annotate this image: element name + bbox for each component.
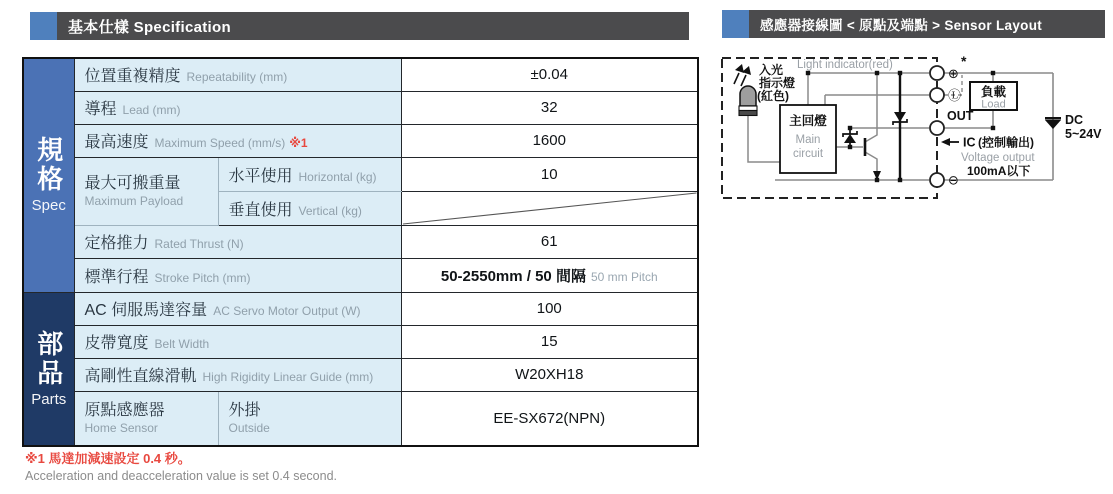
main-circuit-en1: Main bbox=[795, 134, 821, 146]
group-parts-cjk: 部品 bbox=[33, 329, 64, 388]
row-lead-value: 32 bbox=[401, 91, 698, 124]
specification-table bbox=[22, 57, 699, 447]
row-vertical-value-na bbox=[401, 191, 698, 225]
transistor-icon bbox=[865, 138, 881, 180]
label-cjk: 最高速度 bbox=[84, 134, 149, 151]
row-lead-label bbox=[74, 91, 401, 124]
label-en: Maximum Speed (mm/s) bbox=[154, 136, 286, 150]
row-max-speed-value: 1600 bbox=[401, 124, 698, 157]
label-cjk: 原點感應器 bbox=[84, 402, 165, 420]
voltage-output-label: Voltage output bbox=[961, 152, 1035, 164]
label-en: Vertical (kg) bbox=[298, 203, 362, 218]
group-spec-en: Spec bbox=[31, 197, 66, 215]
label-cjk: AC 伺服馬達容量 bbox=[84, 302, 208, 319]
label-cjk: 最大可搬重量 bbox=[84, 174, 181, 192]
label-en: Belt Width bbox=[154, 337, 210, 351]
label-en: Horizontal (kg) bbox=[298, 169, 377, 184]
row-max-speed-label bbox=[74, 124, 401, 157]
footnote-ref: ※1 bbox=[289, 136, 308, 150]
table-row bbox=[23, 358, 698, 391]
terminal-plus-circle bbox=[930, 66, 944, 80]
sensor-wiring-diagram bbox=[715, 50, 1113, 210]
light-indicator-cjk-2: 指示燈 bbox=[759, 76, 796, 90]
row-vertical-label bbox=[218, 191, 401, 225]
ic-arrow-icon bbox=[941, 138, 959, 146]
row-home-sensor-value: EE-SX672(NPN) bbox=[401, 391, 698, 446]
stroke-pitch-main: 50-2550mm / 50 間隔 bbox=[440, 267, 586, 285]
row-repeatability-label bbox=[74, 58, 401, 91]
load-en: Load bbox=[981, 98, 1006, 111]
terminal-l-symbol: Ⓛ bbox=[948, 88, 962, 103]
specification-header-bar bbox=[30, 12, 689, 40]
row-linear-guide-value: W20XH18 bbox=[401, 358, 698, 391]
label-cjk: 垂直使用 bbox=[228, 201, 293, 219]
row-stroke-pitch-label bbox=[74, 258, 401, 292]
terminal-minus-symbol: ⊖ bbox=[948, 172, 959, 188]
label-en: High Rigidity Linear Guide (mm) bbox=[202, 370, 374, 384]
sensor-layout-header-bar bbox=[722, 10, 1105, 38]
terminal-out-circle bbox=[930, 121, 944, 135]
led-lamp-icon bbox=[739, 86, 757, 116]
sensor-layout-title: 感應器接線圖 < 原點及端點 > Sensor Layout bbox=[760, 18, 1043, 33]
label-en: Maximum Payload bbox=[84, 193, 184, 208]
label-cjk: 高剛性直線滑軌 bbox=[84, 368, 197, 385]
footnotes bbox=[25, 451, 337, 485]
terminal-l-circle bbox=[930, 88, 944, 102]
ic-cjk-label: (控制輸出) bbox=[978, 135, 1034, 150]
out-label: OUT bbox=[947, 109, 974, 123]
dc-range-label: 5~24V bbox=[1065, 127, 1102, 141]
table-row bbox=[23, 325, 698, 358]
label-en: Rated Thrust (N) bbox=[154, 237, 244, 251]
terminal-plus-symbol: ⊕ bbox=[948, 66, 959, 81]
blue-accent-square bbox=[30, 12, 57, 40]
main-circuit-en2: circuit bbox=[792, 148, 824, 160]
group-spec bbox=[23, 58, 74, 292]
label-en: Home Sensor bbox=[84, 421, 158, 436]
zener-diode-right-icon bbox=[893, 73, 907, 180]
table-row bbox=[23, 124, 698, 157]
row-rated-thrust-label bbox=[74, 225, 401, 258]
row-home-sensor-mount bbox=[218, 391, 401, 446]
blue-accent-square bbox=[722, 10, 749, 38]
group-parts bbox=[23, 292, 74, 446]
light-indicator-cjk-3: (紅色) bbox=[757, 89, 789, 103]
table-row bbox=[23, 258, 698, 292]
row-horizontal-label bbox=[218, 157, 401, 191]
row-repeatability-value: ±0.04 bbox=[401, 58, 698, 91]
label-cjk: 導程 bbox=[84, 101, 117, 118]
label-en: Outside bbox=[228, 421, 270, 436]
table-row bbox=[23, 58, 698, 91]
table-row bbox=[23, 225, 698, 258]
label-en: Lead (mm) bbox=[122, 103, 181, 117]
stroke-pitch-suffix: 50 mm Pitch bbox=[590, 269, 658, 284]
row-servo-output-value: 100 bbox=[401, 292, 698, 325]
light-indicator-en: Light indicator(red) bbox=[797, 59, 893, 71]
row-horizontal-value: 10 bbox=[401, 157, 698, 191]
label-en: Stroke Pitch (mm) bbox=[154, 270, 251, 285]
footnote-gray: Acceleration and deacceleration value is set 0.4 second. bbox=[25, 469, 337, 484]
row-max-payload-label bbox=[74, 157, 218, 225]
ic-label: IC bbox=[963, 135, 976, 150]
label-cjk: 水平使用 bbox=[228, 167, 293, 185]
group-parts-en: Parts bbox=[31, 390, 67, 408]
row-linear-guide-label bbox=[74, 358, 401, 391]
max-current-label: 100mA以下 bbox=[967, 164, 1031, 178]
table-row bbox=[23, 391, 698, 446]
label-cjk: 標準行程 bbox=[84, 268, 149, 286]
label-en: AC Servo Motor Output (W) bbox=[213, 304, 361, 318]
asterisk-mark: * bbox=[961, 53, 967, 69]
label-cjk: 定格推力 bbox=[84, 235, 149, 252]
light-arrows-icon bbox=[734, 64, 751, 86]
label-cjk: 外掛 bbox=[228, 402, 261, 420]
group-spec-cjk: 規格 bbox=[33, 136, 64, 195]
row-belt-width-value: 15 bbox=[401, 325, 698, 358]
row-belt-width-label bbox=[74, 325, 401, 358]
row-rated-thrust-value: 61 bbox=[401, 225, 698, 258]
label-en: Repeatability (mm) bbox=[186, 70, 288, 85]
table-row bbox=[23, 157, 698, 191]
zener-diode-left-icon bbox=[843, 128, 857, 147]
row-stroke-pitch-value bbox=[401, 258, 698, 292]
label-cjk: 位置重複精度 bbox=[84, 68, 181, 86]
label-cjk: 皮帶寬度 bbox=[84, 335, 149, 352]
terminal-minus-circle bbox=[930, 173, 944, 187]
dc-source-icon bbox=[1045, 117, 1061, 129]
load-cjk: 負載 bbox=[980, 85, 1007, 99]
light-indicator-cjk-1: 入光 bbox=[759, 63, 784, 77]
dc-label: DC bbox=[1065, 113, 1084, 127]
na-diagonal-slash bbox=[402, 192, 698, 225]
row-home-sensor-label bbox=[74, 391, 218, 446]
table-row bbox=[23, 91, 698, 124]
main-circuit-cjk: 主回燈 bbox=[789, 114, 827, 128]
table-row bbox=[23, 292, 698, 325]
footnote-red: ※1 馬達加減速設定 0.4 秒。 bbox=[25, 451, 191, 466]
specification-title: 基本仕樣 Specification bbox=[68, 18, 231, 36]
row-servo-output-label bbox=[74, 292, 401, 325]
